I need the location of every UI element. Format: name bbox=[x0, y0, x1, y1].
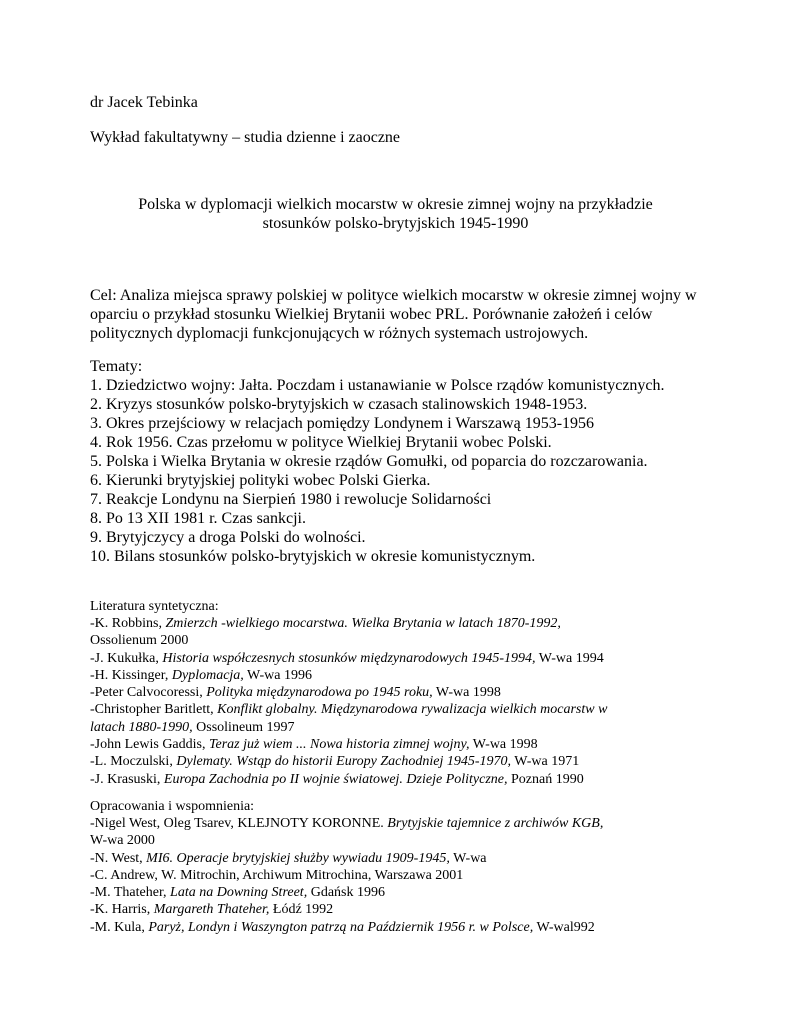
entry-text: -H. Kissinger, bbox=[90, 667, 172, 683]
entry-text: -M. Thateher, bbox=[90, 885, 171, 901]
memoir-entry bbox=[90, 884, 603, 901]
literature-entry bbox=[90, 615, 607, 632]
topic-item: 8. Po 13 XII 1981 r. Czas sankcji. bbox=[90, 510, 306, 527]
topic-item: 4. Rok 1956. Czas przełomu w polityce Wielkiej Brytanii wobec Polski. bbox=[90, 434, 552, 451]
entry-title: Brytyjskie tajemnice z archiwów KGB, bbox=[387, 816, 604, 831]
memoir-entry bbox=[90, 919, 603, 936]
entry-title: Teraz już wiem ... Nowa historia zimnej wojny, bbox=[209, 737, 470, 753]
document-title-line-2: stosunków polsko-brytyjskich 1945-1990 bbox=[262, 215, 529, 232]
document-title-line-1: Polska w dyplomacji wielkich mocarstw w okresie zimnej wojny na przykładzie bbox=[138, 196, 653, 213]
literature-entry bbox=[90, 736, 607, 753]
memoirs-heading: Opracowania i wspomnienia: bbox=[90, 799, 255, 814]
entry-text: -J. Krasuski, bbox=[90, 771, 164, 787]
entry-publication: W-wa 1998 bbox=[469, 737, 538, 753]
literature-heading: Literatura syntetyczna: bbox=[90, 599, 219, 614]
entry-text: -K. Robbins, bbox=[90, 616, 166, 631]
topics-heading: Tematy: bbox=[90, 358, 143, 375]
literature-entry bbox=[90, 719, 607, 736]
entry-title: Dylematy. Wstąp do historii Europy Zachodniej 1945-1970, bbox=[176, 754, 512, 770]
entry-publication: W-wa 1994 bbox=[535, 650, 604, 666]
topic-item: 7. Reakcje Londynu na Sierpień 1980 i rewolucje Solidarności bbox=[90, 491, 492, 508]
entry-text: -Peter Calvocoressi, bbox=[90, 685, 207, 701]
entry-text: -L. Moczulski, bbox=[90, 754, 177, 770]
entry-title: MI6. Operacje brytyjskiej służby wywiadu 1909-1945, bbox=[146, 850, 450, 866]
entry-text: -N. West, bbox=[90, 850, 147, 866]
topic-item: 6. Kierunki brytyjskiej polityki wobec Polski Gierka. bbox=[90, 472, 431, 489]
course-type-line: Wykład fakultatywny – studia dzienne i zaoczne bbox=[90, 129, 401, 146]
topic-item: 2. Kryzys stosunków polsko-brytyjskich w czasach stalinowskich 1948-1953. bbox=[90, 396, 588, 413]
entry-title: Margareth Thateher, bbox=[153, 902, 270, 918]
memoir-entry bbox=[90, 815, 603, 832]
entry-text: -John Lewis Gaddis, bbox=[90, 737, 209, 753]
topic-item: 5. Polska i Wielka Brytania w okresie rządów Gomułki, od poparcia do rozczarowania. bbox=[90, 453, 648, 470]
entry-title: latach 1880-1990, bbox=[90, 719, 193, 735]
literature-list bbox=[90, 615, 607, 788]
entry-publication: W-wa 1998 bbox=[432, 685, 501, 701]
literature-entry bbox=[90, 667, 607, 684]
topic-item: 3. Okres przejściowy w relacjach pomiędzy Londynem i Warszawą 1953-1956 bbox=[90, 415, 595, 432]
goal-paragraph bbox=[90, 286, 697, 343]
entry-text: -Christopher Baritlett, bbox=[90, 702, 218, 718]
memoir-entry bbox=[90, 867, 603, 884]
entry-title: Dyplomacja, bbox=[171, 667, 244, 683]
memoir-entry bbox=[90, 850, 603, 867]
entry-text: W-wa 2000 bbox=[90, 833, 155, 849]
entry-publication: W-wa bbox=[449, 850, 487, 866]
entry-text: -J. Kukułka, bbox=[90, 650, 163, 666]
literature-entry bbox=[90, 753, 607, 770]
memoir-entry bbox=[90, 832, 603, 849]
goal-line: oparciu o przykład stosunku Wielkiej Brytanii wobec PRL. Porównanie założeń i celów bbox=[90, 306, 653, 323]
goal-line: politycznych dyplomacji funkcjonujących w różnych systemach ustrojowych. bbox=[90, 325, 589, 342]
topic-item: 1. Dziedzictwo wojny: Jałta. Poczdam i ustanawianie w Polsce rządów komunistycznych. bbox=[90, 377, 665, 394]
memoir-entry bbox=[90, 901, 603, 918]
entry-publication: Gdańsk 1996 bbox=[307, 885, 385, 901]
topic-item: 9. Brytyjczycy a droga Polski do wolności. bbox=[90, 529, 366, 546]
entry-title: Konflikt globalny. Międzynarodowa rywalizacja wielkich mocarstw w bbox=[217, 702, 608, 718]
literature-entry bbox=[90, 650, 607, 667]
literature-entry bbox=[90, 632, 607, 649]
author-line: dr Jacek Tebinka bbox=[90, 94, 198, 111]
entry-title: Historia współczesnych stosunków międzynarodowych 1945-1994, bbox=[162, 650, 536, 666]
entry-text: -K. Harris, bbox=[90, 902, 154, 918]
entry-text: Ossolienum 2000 bbox=[90, 633, 189, 649]
entry-title: Lata na Downing Street, bbox=[170, 885, 308, 901]
entry-text: -C. Andrew, W. Mitrochin, Archiwum Mitrochina, Warszawa 2001 bbox=[90, 867, 464, 883]
entry-title: Polityka międzynarodowa po 1945 roku, bbox=[206, 685, 433, 701]
memoirs-list bbox=[90, 815, 603, 936]
topics-list bbox=[90, 376, 665, 566]
entry-publication: W-wa 1996 bbox=[243, 667, 312, 683]
entry-publication: Poznań 1990 bbox=[507, 771, 584, 787]
entry-publication: W-wal992 bbox=[533, 919, 595, 935]
entry-publication: W-wa 1971 bbox=[511, 754, 580, 770]
literature-entry bbox=[90, 701, 607, 718]
literature-entry bbox=[90, 771, 607, 788]
entry-title: Zmierzch -wielkiego mocarstwa. Wielka Brytania w latach 1870-1992, bbox=[165, 616, 561, 631]
entry-title: Europa Zachodnia po II wojnie światowej. Dzieje Polityczne, bbox=[163, 771, 508, 787]
entry-title: Paryż, Londyn i Waszyngton patrzą na Październik 1956 r. w Polsce, bbox=[148, 919, 534, 935]
goal-line: Cel: Analiza miejsca sprawy polskiej w polityce wielkich mocarstw w okresie zimnej wojny w bbox=[90, 287, 697, 304]
entry-publication: Ossolineum 1997 bbox=[192, 719, 295, 735]
literature-entry bbox=[90, 684, 607, 701]
topic-item: 10. Bilans stosunków polsko-brytyjskich w okresie komunistycznym. bbox=[90, 548, 536, 565]
entry-publication: Łódź 1992 bbox=[269, 902, 334, 918]
entry-text: -M. Kula, bbox=[90, 919, 149, 935]
entry-text: -Nigel West, Oleg Tsarev, KLEJNOTY KORONNE. bbox=[90, 816, 388, 831]
